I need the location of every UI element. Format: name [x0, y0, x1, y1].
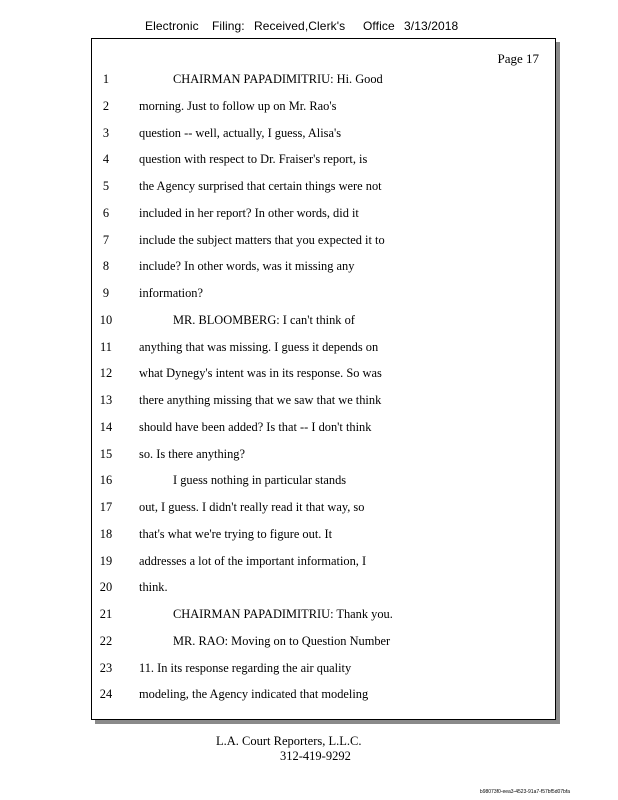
- line-text: MR. BLOOMBERG: I can't think of: [173, 312, 355, 327]
- transcript-line: [92, 447, 555, 467]
- line-text: question with respect to Dr. Fraiser's report, is: [139, 152, 368, 167]
- line-number: 17: [99, 500, 113, 514]
- transcript-line: [92, 126, 555, 146]
- filing-header-electronic: Electronic: [145, 19, 199, 33]
- filing-header: [145, 19, 458, 33]
- line-number: 19: [99, 553, 113, 568]
- line-number: 4: [102, 152, 110, 167]
- transcript-line: [92, 393, 555, 413]
- page-number: Page 17: [497, 51, 539, 66]
- transcript-line: [92, 99, 555, 119]
- transcript-line: [92, 687, 555, 707]
- transcript-line: [92, 179, 555, 199]
- transcript-page: [91, 38, 556, 720]
- line-text: included in her report? In other words, did it: [139, 205, 359, 220]
- line-text: question -- well, actually, I guess, Alisa's: [139, 125, 342, 140]
- line-number: 3: [102, 125, 110, 140]
- line-text: so. Is there anything?: [139, 446, 245, 461]
- line-number: 24: [99, 687, 113, 702]
- transcript-line: [92, 233, 555, 253]
- transcript-line: [92, 607, 555, 627]
- transcript-line: [92, 634, 555, 654]
- line-text: CHAIRMAN PAPADIMITRIU: Thank you.: [173, 607, 393, 621]
- line-text: include the subject matters that you expected it to: [139, 232, 385, 247]
- line-number: 5: [102, 179, 110, 193]
- line-text: morning. Just to follow up on Mr. Rao's: [139, 98, 337, 113]
- line-number: 21: [99, 607, 113, 621]
- line-number: 15: [99, 446, 113, 461]
- transcript-line: [92, 152, 555, 172]
- line-number: 6: [102, 205, 110, 220]
- line-text: information?: [139, 286, 203, 300]
- line-number: 22: [99, 633, 113, 648]
- line-text: CHAIRMAN PAPADIMITRIU: Hi. Good: [173, 72, 383, 86]
- transcript-line: [92, 72, 555, 92]
- line-number: 20: [99, 580, 113, 595]
- transcript-line: [92, 286, 555, 306]
- line-text: out, I guess. I didn't really read it that way, so: [139, 500, 365, 514]
- line-number: 1: [102, 72, 110, 86]
- filing-header-office: Office: [363, 19, 395, 33]
- line-number: 2: [102, 98, 110, 113]
- line-number: 13: [99, 393, 113, 407]
- footer-phone: 312-419-9292: [280, 749, 351, 763]
- line-number: 16: [99, 473, 113, 488]
- line-number: 7: [102, 232, 110, 247]
- line-text: modeling, the Agency indicated that modeling: [139, 687, 369, 702]
- filing-header-received: Received,Clerk's: [254, 19, 346, 33]
- line-text: there anything missing that we saw that we think: [139, 393, 382, 407]
- line-text: MR. RAO: Moving on to Question Number: [173, 633, 391, 648]
- line-text: the Agency surprised that certain things were not: [139, 179, 382, 193]
- transcript-line: [92, 366, 555, 386]
- transcript-line: [92, 420, 555, 440]
- line-text: anything that was missing. I guess it depends on: [139, 339, 379, 354]
- transcript-line: [92, 313, 555, 333]
- line-text: should have been added? Is that -- I don't think: [139, 419, 372, 434]
- transcript-line: [92, 500, 555, 520]
- line-text: addresses a lot of the important information, I: [139, 553, 367, 568]
- transcript-line: [92, 340, 555, 360]
- transcript-line: [92, 206, 555, 226]
- transcript-line: [92, 554, 555, 574]
- line-text: that's what we're trying to figure out. It: [139, 526, 333, 541]
- line-number: 8: [102, 259, 110, 274]
- document-id: b98073f0-eea3-4523-91a7-f57bf5d07bfa: [479, 789, 570, 795]
- line-text: include? In other words, was it missing any: [139, 259, 355, 274]
- line-text: what Dynegy's intent was in its response. So was: [139, 366, 382, 381]
- filing-header-filing: Filing:: [212, 19, 245, 33]
- transcript-line: [92, 661, 555, 681]
- line-text: think.: [139, 580, 168, 595]
- line-number: 11: [100, 339, 112, 354]
- transcript-line: [92, 473, 555, 493]
- line-text: 11. In its response regarding the air quality: [139, 660, 352, 675]
- line-text: I guess nothing in particular stands: [173, 473, 347, 488]
- filing-header-date: 3/13/2018: [404, 19, 459, 33]
- line-number: 18: [99, 526, 113, 541]
- line-number: 23: [99, 660, 113, 675]
- transcript-line: [92, 259, 555, 279]
- line-number: 12: [99, 366, 113, 381]
- transcript-line: [92, 527, 555, 547]
- transcript-line: [92, 580, 555, 600]
- line-number: 9: [102, 286, 110, 300]
- line-number: 14: [99, 419, 113, 434]
- footer-reporter: L.A. Court Reporters, L.L.C.: [216, 734, 362, 748]
- line-number: 10: [99, 312, 113, 327]
